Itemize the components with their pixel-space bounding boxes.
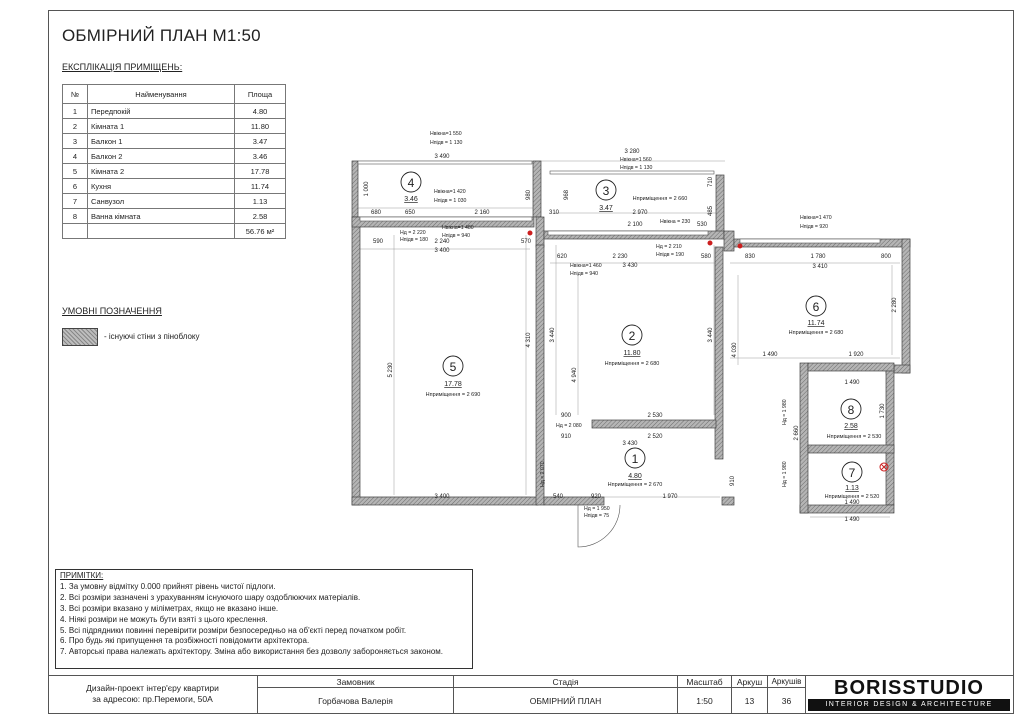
dim-label: 310 [548,210,560,216]
explication-table [62,84,286,239]
window-height-note: Hвікна=1 460 [570,263,602,269]
notes-box [55,569,473,669]
room-number: 1 [631,452,639,466]
room-number: 5 [449,360,457,374]
project-cell [48,676,258,714]
row-no: 2 [63,119,88,134]
dim-label: 2 230 [612,254,628,260]
door-height-note: Hд = 2 070 [540,461,546,487]
table-row [63,134,286,149]
dim-label: 1 970 [662,494,678,500]
room-marker-2 [605,325,660,367]
dim-label: 1 000 [364,181,370,197]
dim-label: 1 730 [880,403,886,419]
studio-logo [806,677,1012,713]
dim-label: 2 160 [474,210,490,216]
dim-label: 3 430 [622,441,638,447]
dim-label: 1 780 [810,254,826,260]
total-empty-cell [88,224,235,239]
row-name: Передпокій [88,104,235,119]
explication-title: ЕКСПЛІКАЦІЯ ПРИМІЩЕНЬ: [62,62,183,72]
dim-label: 2 520 [647,434,663,440]
room-height: Hприміщення = 2 680 [604,361,660,367]
room-height: Hприміщення = 2 680 [788,330,844,336]
room-marker-5 [426,356,481,398]
row-name: Балкон 1 [88,134,235,149]
page-title: ОБМІРНИЙ ПЛАН М1:50 [62,26,261,45]
room-height: Hприміщення = 2 690 [425,392,481,398]
dim-label: 1 490 [844,380,860,386]
sheet-label: Аркуш [732,676,768,688]
sheet-value: 13 [732,688,768,714]
room-height: Hприміщення = 2 520 [824,494,880,500]
dim-label: 590 [372,239,384,245]
sill-height-note: Hпідв = 1 130 [430,140,463,146]
dim-label: 3 440 [708,327,714,343]
dim-label: 2 660 [794,425,800,441]
dim-label: 830 [744,254,756,260]
dim-label: 2 530 [647,413,663,419]
dim-label: 900 [560,413,572,419]
project-name: Дизайн-проект інтер'єру квартири [86,683,219,693]
dim-label: 3 410 [812,264,828,270]
door-sill-note: Hпідв = 180 [400,237,429,243]
legend-title: УМОВНІ ПОЗНАЧЕННЯ [62,306,162,316]
dim-label: 5 230 [388,362,394,378]
room-number: 2 [628,329,636,343]
door-height-note: Hд = 1 980 [782,399,788,425]
dim-label: 2 100 [627,222,643,228]
window-height-note: Hвікна=1 470 [800,215,832,221]
row-name: Кімната 1 [88,119,235,134]
room-number: 6 [812,300,820,314]
row-name: Ванна кімната [88,209,235,224]
room-marker-4 [401,172,421,203]
logo-subtitle: INTERIOR DESIGN & ARCHITECTURE [808,699,1010,711]
room-area: 2.58 [844,423,858,430]
dim-label: 3 490 [434,154,450,160]
scale-value: 1:50 [678,688,732,714]
row-no: 5 [63,164,88,179]
row-name: Кухня [88,179,235,194]
dim-label: 4 030 [732,342,738,358]
client-name: Горбачова Валерія [258,688,454,714]
door-sill-note: Hпідв = 190 [656,252,685,258]
table-row [63,164,286,179]
room-height: Hприміщення = 2 530 [826,434,882,440]
room-area: 1.13 [845,485,859,492]
row-area: 3.46 [235,149,286,164]
room-marker-3 [596,180,687,212]
room-marker-7 [825,462,880,500]
note-item: 7. Авторські права належать архітектору. Зміна або використання без дозволу забороняється законом. [60,647,443,657]
dim-label: 968 [564,189,570,201]
dim-label: 3 440 [550,327,556,343]
door-height-note: Hд = 1 950 [584,506,610,512]
room-area: 4.80 [628,473,642,480]
dim-label: 2 240 [434,239,450,245]
sill-height-note: Hпідв = 1 130 [620,165,653,171]
dim-label: 580 [700,254,712,260]
row-name: Санвузол [88,194,235,209]
room-marker-1 [608,448,663,488]
row-name: Кімната 2 [88,164,235,179]
dim-label: 485 [708,205,714,217]
floor-plan [330,125,930,555]
table-row [63,209,286,224]
door-height-note: Hд = 2 080 [556,423,582,429]
dim-label: 650 [404,210,416,216]
dim-label: 800 [880,254,892,260]
window-height-note: Hвікна=1 420 [434,189,466,195]
door-height-note: Hд = 2 210 [656,244,682,250]
dim-label: 3 400 [434,494,450,500]
client-label: Замовник [258,676,454,688]
total-area: 56.76 м² [235,224,286,239]
dim-label: 1 490 [844,500,860,506]
row-area: 4.80 [235,104,286,119]
door-sill-note: Hпідв = 75 [584,513,610,519]
table-row [63,179,286,194]
sill-height-note: Hпідв = 940 [442,233,471,239]
dim-label: 680 [370,210,382,216]
door-height-note: Hд = 2 220 [400,230,426,236]
row-area: 2.58 [235,209,286,224]
table-total-row [63,224,286,239]
dim-label: 980 [526,189,532,201]
logo-text: BORISSTUDIO [834,677,984,699]
table-row [63,104,286,119]
legend-label: - існуючі стіни з піноблоку [104,332,200,341]
dim-label: 1 920 [848,352,864,358]
dim-label: 540 [552,494,564,500]
wall-hatch-swatch [62,328,98,346]
room-area: 3.47 [599,205,613,212]
header-no: № [63,85,88,104]
dim-label: 570 [520,239,532,245]
sill-height-note: Hпідв = 940 [570,271,599,277]
note-item: 2. Всі розміри зазначені з урахуванням існуючого шару оздоблюючих матеріалів. [60,592,361,602]
dim-label: 910 [560,434,572,440]
room-number: 8 [847,403,855,417]
room-height: Hприміщення = 2 660 [632,196,688,202]
row-no: 7 [63,194,88,209]
stage-value: ОБМІРНИЙ ПЛАН [454,688,678,714]
row-area: 3.47 [235,134,286,149]
dim-label: 710 [708,176,714,188]
row-area: 11.74 [235,179,286,194]
window-height-note: Hвікна = 230 [660,219,691,225]
room-number: 3 [602,184,610,198]
dim-label: 2 280 [892,297,898,313]
table-row [63,194,286,209]
dim-label: 920 [590,494,602,500]
window-height-note: Hвікна=1 480 [442,225,474,231]
room-number: 7 [848,466,856,480]
room-area: 11.74 [807,320,825,327]
dim-label: 4 940 [572,367,578,383]
room-marker-8 [827,399,882,440]
row-area: 17.78 [235,164,286,179]
row-no: 4 [63,149,88,164]
dim-label: 2 970 [632,210,648,216]
window-height-note: Hвікна=1 550 [430,131,462,137]
sheets-label: Аркушів [768,676,806,688]
row-area: 11.80 [235,119,286,134]
dim-label: 3 280 [624,149,640,155]
room-height: Hприміщення = 2 670 [607,482,663,488]
dim-label: 910 [730,475,736,487]
notes-title: ПРИМІТКИ: [60,571,104,580]
dim-label: 1 490 [762,352,778,358]
table-row [63,119,286,134]
note-item: 3. Всі розміри вказано у міліметрах, якщо не вказано інше. [60,603,279,613]
room-area: 17.78 [444,381,462,388]
note-item: 1. За умовну відмітку 0.000 прийнят рівень чистої підлоги. [60,581,276,591]
room-marker-6 [789,296,844,336]
row-name: Балкон 2 [88,149,235,164]
dim-label: 530 [696,222,708,228]
note-item: 5. Всі підрядники повинні перевірити розміри безпосередньо на об'єкті перед початком робіт. [60,625,407,635]
note-item: 4. Ніякі розміри не можуть бути взяті з цього креслення. [60,614,268,624]
room-area: 11.80 [623,350,641,357]
sill-height-note: Hпідв = 920 [800,224,829,230]
row-no: 6 [63,179,88,194]
row-no: 3 [63,134,88,149]
dim-label: 3 400 [434,248,450,254]
dim-label: 620 [556,254,568,260]
table-header-row [63,85,286,104]
room-area: 3.46 [404,196,418,203]
door-height-note: Hд = 1 980 [782,461,788,487]
table-row [63,149,286,164]
project-address: за адресою: пр.Перемоги, 50А [92,694,213,704]
note-item: 6. Про будь які припущення та розбіжності повідомити архітектора. [60,636,310,646]
header-name: Найменування [88,85,235,104]
row-no: 8 [63,209,88,224]
row-area: 1.13 [235,194,286,209]
room-number: 4 [407,176,415,190]
row-no: 1 [63,104,88,119]
dim-label: 1 490 [844,517,860,523]
total-empty-cell [63,224,88,239]
window-height-note: Hвікна=1 560 [620,157,652,163]
scale-label: Масштаб [678,676,732,688]
sheets-value: 36 [768,688,806,714]
dim-label: 4 310 [526,332,532,348]
header-area: Площа [235,85,286,104]
stage-label: Стадія [454,676,678,688]
dim-label: 3 430 [622,263,638,269]
sill-height-note: Hпідв = 1 030 [434,198,467,204]
